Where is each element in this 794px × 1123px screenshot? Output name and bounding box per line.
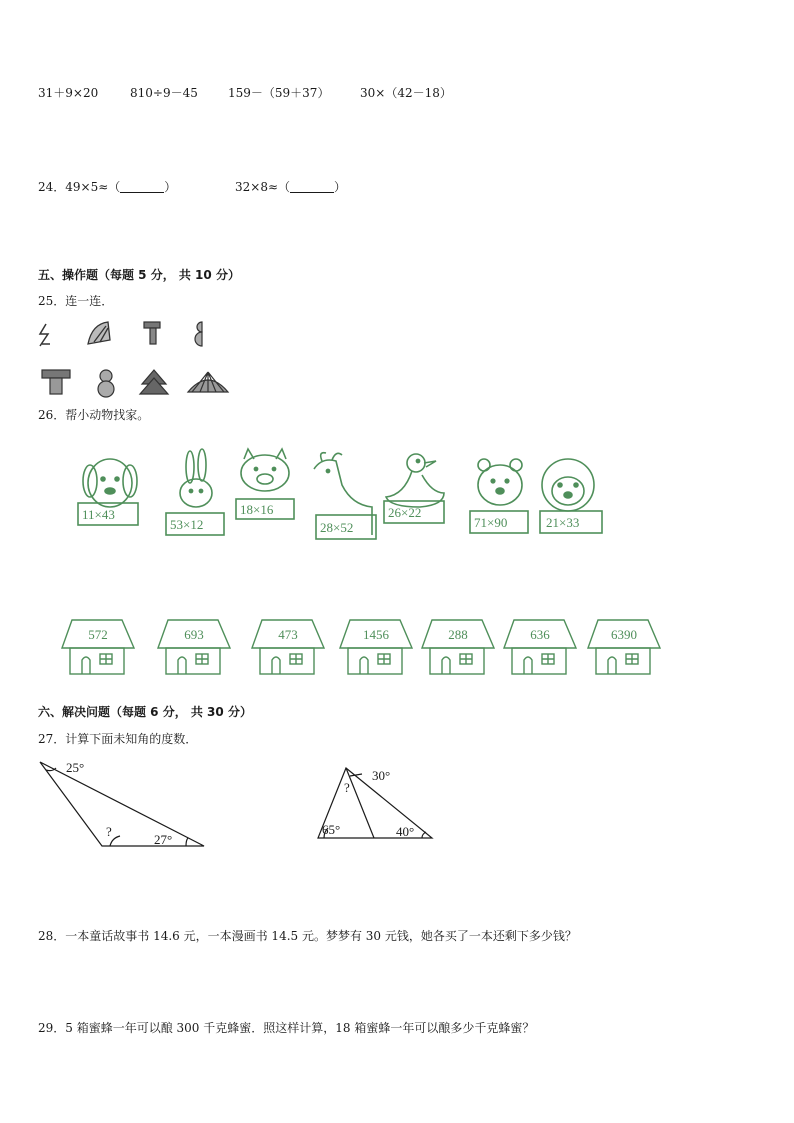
fan-half-shape[interactable] [88, 322, 110, 344]
tri1-angle-b: 27° [154, 832, 173, 847]
q24-prefix: 24．49×5≈（ [38, 180, 121, 194]
triangle-1 [40, 762, 204, 846]
question-25: 25．连一连． [38, 294, 114, 308]
question-24-b [235, 178, 346, 195]
q24-item2-prefix: 32×8≈（ [235, 180, 291, 194]
triangle-2-figure [314, 762, 436, 842]
tri2-angle-a: 30° [372, 768, 391, 783]
animals-row [60, 445, 630, 550]
duck-label: 26×22 [388, 505, 422, 520]
triangle-2-cevian [346, 768, 374, 838]
q24-suffix: ） [334, 180, 347, 194]
monkey-label: 21×33 [546, 515, 580, 530]
section-5-title: 五、操作题（每题 5 分， 共 10 分） [38, 268, 240, 282]
zigzag-half-shape[interactable] [40, 324, 50, 346]
snowman-half-shape[interactable] [195, 322, 202, 346]
tri2-angle-q: ? [344, 780, 350, 795]
whole-shapes-row [36, 366, 236, 400]
triangle-1-figure [36, 756, 208, 852]
houses-row [58, 612, 668, 676]
mushroom-shape[interactable] [42, 370, 70, 394]
q24-mid: ） [164, 180, 177, 194]
house-label-6: 636 [530, 627, 550, 642]
question-29: 29．5 箱蜜蜂一年可以酿 300 千克蜂蜜．照这样计算，18 箱蜜蜂一年可以酿多少千克蜂蜜？ [38, 1021, 535, 1035]
dog-label: 11×43 [82, 507, 115, 522]
hammer-half-shape[interactable] [144, 322, 160, 344]
tri1-angle-q: ? [106, 824, 112, 839]
house-label-4: 1456 [363, 627, 389, 642]
question-26: 26．帮小动物找家。 [38, 408, 150, 422]
section-6-title: 六、解决问题（每题 6 分， 共 30 分） [38, 705, 252, 719]
half-shapes-row [36, 318, 216, 352]
tree-shape[interactable] [140, 370, 168, 394]
house-label-7: 6390 [611, 627, 637, 642]
snowman-shape[interactable] [98, 370, 114, 397]
calc-item-3: 159－（59＋37） [228, 86, 330, 100]
calc-item-4: 30×（42－18） [360, 86, 452, 100]
house-label-3: 473 [278, 627, 298, 642]
answer-blank-1[interactable] [120, 180, 164, 193]
umbrella-shape[interactable] [188, 372, 228, 392]
question-24 [38, 178, 176, 195]
house-label-2: 693 [184, 627, 204, 642]
house-label-1: 572 [88, 627, 108, 642]
pig-label: 18×16 [240, 502, 274, 517]
goat-label: 28×52 [320, 520, 354, 535]
bear-label: 71×90 [474, 515, 508, 530]
calc-item-1: 31＋9×20 [38, 86, 99, 100]
tri2-angle-b: 65° [322, 822, 341, 837]
house-label-5: 288 [448, 627, 468, 642]
rabbit-label: 53×12 [170, 517, 204, 532]
calc-item-2: 810÷9－45 [130, 86, 198, 100]
tri2-angle-c: 40° [396, 824, 415, 839]
question-28: 28．一本童话故事书 14.6 元，一本漫画书 14.5 元。梦梦有 30 元钱，她各买了一本还剩下多少钱？ [38, 929, 577, 943]
answer-blank-2[interactable] [290, 180, 334, 193]
question-27: 27．计算下面未知角的度数． [38, 732, 198, 746]
tri1-angle-a: 25° [66, 760, 85, 775]
